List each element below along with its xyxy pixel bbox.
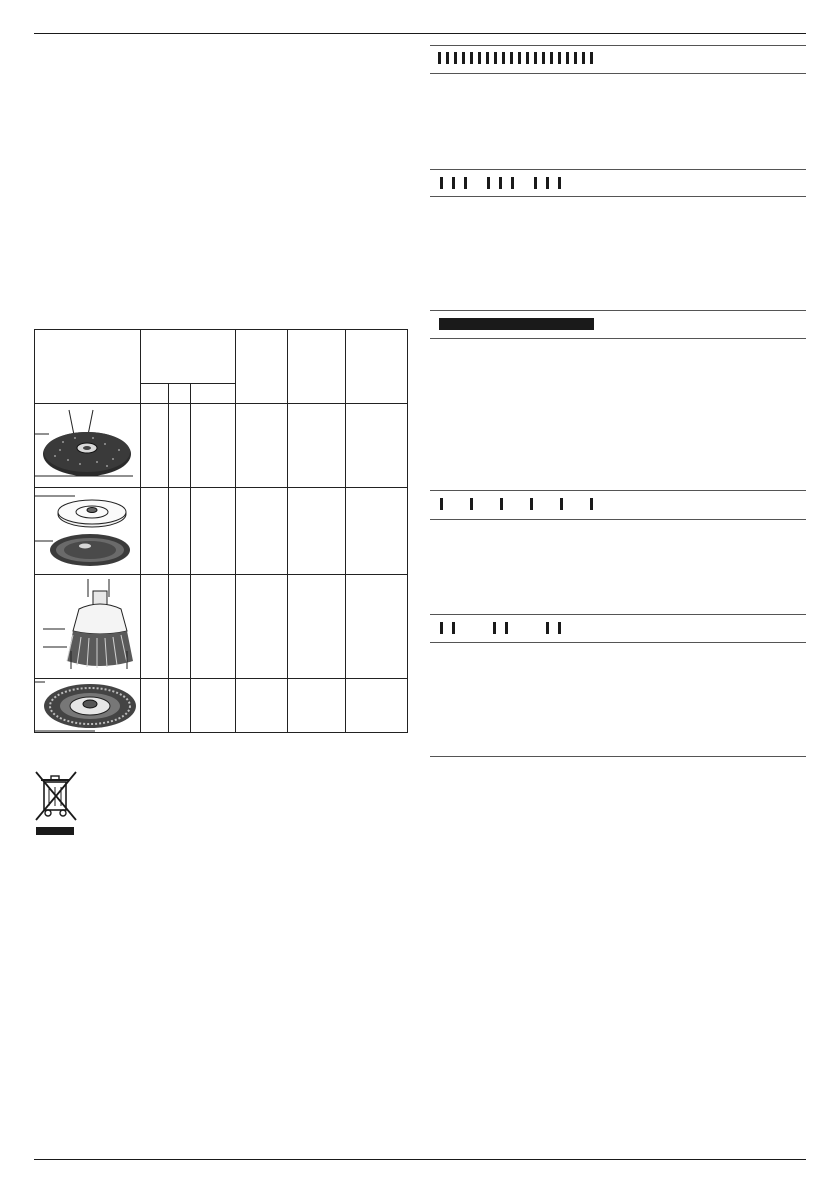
disposal-marker-bar xyxy=(36,827,74,835)
section-3-top-rule xyxy=(430,310,806,311)
section-4-top-rule xyxy=(430,490,806,491)
footer-rule xyxy=(34,1159,806,1160)
section-3-heading xyxy=(439,318,594,330)
section-1-heading xyxy=(438,52,593,64)
section-5-top-rule xyxy=(430,614,806,615)
header-rule xyxy=(34,33,806,34)
section-4-heading xyxy=(440,498,593,510)
section-5-bottom-rule xyxy=(430,642,806,643)
wire-wheel-brush-icon xyxy=(35,679,140,734)
crossed-out-wheelie-bin-icon xyxy=(34,770,78,829)
section-2-bottom-rule xyxy=(430,196,806,197)
section-2-heading xyxy=(440,177,561,189)
section-2-top-rule xyxy=(430,169,806,170)
section-1-top-rule xyxy=(430,45,806,46)
section-1-bottom-rule xyxy=(430,73,806,74)
right-column-end-rule xyxy=(430,756,806,757)
section-4-bottom-rule xyxy=(430,519,806,520)
section-5-heading xyxy=(440,622,561,634)
backing-pad-with-nut-icon xyxy=(35,404,140,487)
accessory-table xyxy=(34,329,408,733)
wire-cup-brush-icon xyxy=(35,575,140,678)
backing-pad-with-sanding-disc-icon xyxy=(35,488,140,574)
section-3-bottom-rule xyxy=(430,338,806,339)
